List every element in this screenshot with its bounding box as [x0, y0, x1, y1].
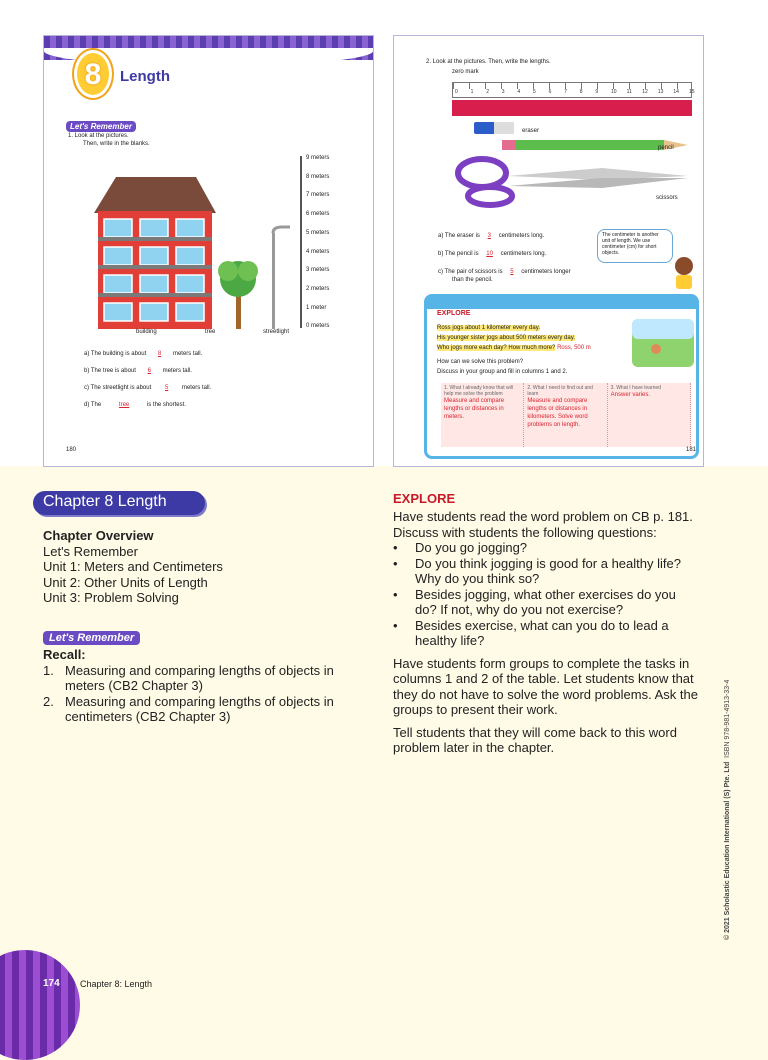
scale-label: 9 meters — [306, 155, 330, 161]
overview-item: Unit 3: Problem Solving — [43, 590, 179, 605]
q1-line2: Then, write in the blanks. — [83, 141, 150, 147]
question-c: c) The streetlight is about 5 meters tall. — [84, 385, 212, 391]
overview-item: Unit 2: Other Units of Length — [43, 574, 208, 590]
scale-line — [300, 156, 302, 328]
question-2a: a) The eraser is 3 centimeters long. — [438, 233, 545, 239]
kwl-table — [441, 383, 691, 447]
explore-line3: Who jogs more each day? How much more? Ross, 500 m — [437, 345, 591, 351]
footer-chapter: Chapter 8: Length — [80, 979, 153, 989]
scale-label: 5 meters — [306, 229, 330, 236]
explore-paragraph-3: Tell students that they will come back to this word problem later in the chapter. — [393, 724, 677, 755]
explore-heading: EXPLORE — [393, 491, 456, 506]
caption-building: building — [136, 329, 157, 335]
scale-label: 7 meters — [306, 192, 330, 199]
child-character — [672, 256, 696, 290]
ruler-number: 2 — [486, 89, 489, 95]
ruler-number: 6 — [548, 89, 552, 95]
chapter-overview — [43, 528, 363, 606]
question-2c: c) The pair of scissors is 5 centimeters longer than the pencil. — [438, 269, 571, 283]
explore-q1: How can we solve this problem? — [437, 359, 524, 365]
chapter-bar: Chapter 8 Length — [33, 491, 205, 515]
caption-tree: tree — [205, 329, 216, 335]
label-scissors: scissors — [656, 195, 678, 201]
recall-section — [43, 647, 368, 725]
recall-title: Recall: — [43, 647, 86, 662]
chapter-title: Length — [120, 68, 170, 85]
ruler-number: 4 — [517, 89, 521, 95]
corner-decoration — [0, 950, 80, 1060]
overview-item: Unit 1: Meters and Centimeters — [43, 559, 223, 574]
q2-instruction: 2. Look at the pictures. Then, write the lengths. — [426, 59, 551, 65]
scale-label: 4 meters — [306, 248, 330, 255]
kwl-column-3: 3. What I have learned Answer varies. — [608, 383, 691, 447]
ruler-number: 12 — [642, 89, 648, 95]
explore-guide-text — [393, 509, 698, 756]
overview-item: Let's Remember — [43, 543, 138, 559]
explore-line1: Ross jogs about 1 kilometer every day. — [437, 325, 540, 331]
ruler-number: 0 — [455, 89, 458, 95]
ruler-number: 9 — [595, 89, 599, 95]
scale-label: 8 meters — [306, 173, 330, 180]
chapter-number-badge: 8 — [74, 50, 112, 98]
textbook-page-180 — [43, 35, 374, 467]
overview-title: Chapter Overview — [43, 528, 154, 543]
explore-paragraph-2: Have students form groups to complete the tasks in columns 1 and 2 of the table. Let students know that they do not have to solve the word problems. Ask the groups to present their work. — [393, 655, 698, 717]
scale-label: 3 meters — [306, 267, 330, 274]
textbook-page-181 — [393, 35, 704, 467]
page-number-181: 181 — [686, 447, 697, 453]
kwl-column-1: 1. What I already know that will help me solve the problem Measure and compare lengths or distances in meters. — [441, 383, 524, 447]
explore-bullet: • Besides exercise, what can you do to lead a healthy life? — [393, 618, 698, 649]
recall-item: 2. Measuring and comparing lengths of objects in centimeters (CB2 Chapter 3) — [43, 693, 334, 724]
explore-bullet: • Besides jogging, what other exercises do you do? If not, why do you not exercise? — [393, 587, 698, 618]
explore-bullet: • Do you go jogging? — [393, 540, 698, 556]
copyright-vertical: © 2021 Scholastic Education International (S) Pte. Ltd ISBN 978-981-4913-33-4 — [724, 679, 731, 940]
label-eraser: eraser — [522, 128, 540, 134]
question-a: a) The building is about 8 meters tall. — [84, 351, 203, 357]
caption-streetlight: streetlight — [263, 329, 290, 335]
jogging-illustration — [632, 319, 694, 367]
scale-label: 1 meter — [306, 304, 327, 311]
label-pencil: pencil — [658, 145, 674, 151]
page-number-180: 180 — [66, 447, 77, 453]
lets-remember-tag: Let's Remember — [66, 121, 136, 132]
ruler — [452, 82, 695, 98]
ruler-number: 8 — [579, 89, 583, 95]
ruler-number: 10 — [611, 89, 617, 95]
ruler-number: 13 — [657, 89, 664, 95]
explore-line2: His younger sister jogs about 500 meters every day. — [437, 335, 575, 341]
kwl-column-2: 2. What I need to find out and learn Measure and compare lengths or distances in kilometers. Solve word problems on length. — [524, 383, 607, 447]
explore-title: EXPLORE — [437, 310, 471, 317]
ruler-number: 1 — [470, 89, 474, 95]
centimeter-info-bubble: The centimeter is another unit of length. We use centimeter (cm) for short objects. — [597, 229, 673, 263]
ruler-number: 7 — [564, 89, 567, 95]
explore-q2: Discuss in your group and fill in columns 1 and 2. — [437, 369, 568, 375]
question-2b: b) The pencil is 10 centimeters long. — [438, 251, 547, 257]
question-b: b) The tree is about 6 meters tall. — [84, 368, 192, 374]
question-d: d) The tree is the shortest. — [84, 402, 186, 408]
ruler-number: 5 — [533, 89, 536, 95]
explore-bullet: • Do you think jogging is good for a healthy life? Why do you think so? — [393, 556, 698, 587]
zero-mark-label: zero mark — [452, 69, 479, 75]
patterned-strip — [452, 100, 692, 116]
ruler-number: 11 — [626, 89, 632, 95]
scale-label: 6 meters — [306, 211, 330, 218]
ruler-number: 14 — [673, 89, 679, 95]
q1-line1: 1. Look at the pictures. — [68, 133, 129, 139]
page-number-174: 174 — [43, 978, 60, 989]
ruler-number: 3 — [501, 89, 505, 95]
scale-label: 2 meters — [306, 285, 330, 292]
lets-remember-tag-guide: Let's Remember — [43, 631, 140, 645]
scale-label: 0 meters — [306, 323, 330, 330]
recall-item: 1. Measuring and comparing lengths of objects in meters (CB2 Chapter 3) — [43, 662, 334, 693]
ruler-number: 15 — [689, 89, 695, 95]
explore-box — [424, 294, 699, 459]
building-tree-streetlight-illustration — [84, 171, 294, 331]
explore-intro: Have students read the word problem on CB p. 181. Discuss with students the following questions: — [393, 509, 693, 540]
